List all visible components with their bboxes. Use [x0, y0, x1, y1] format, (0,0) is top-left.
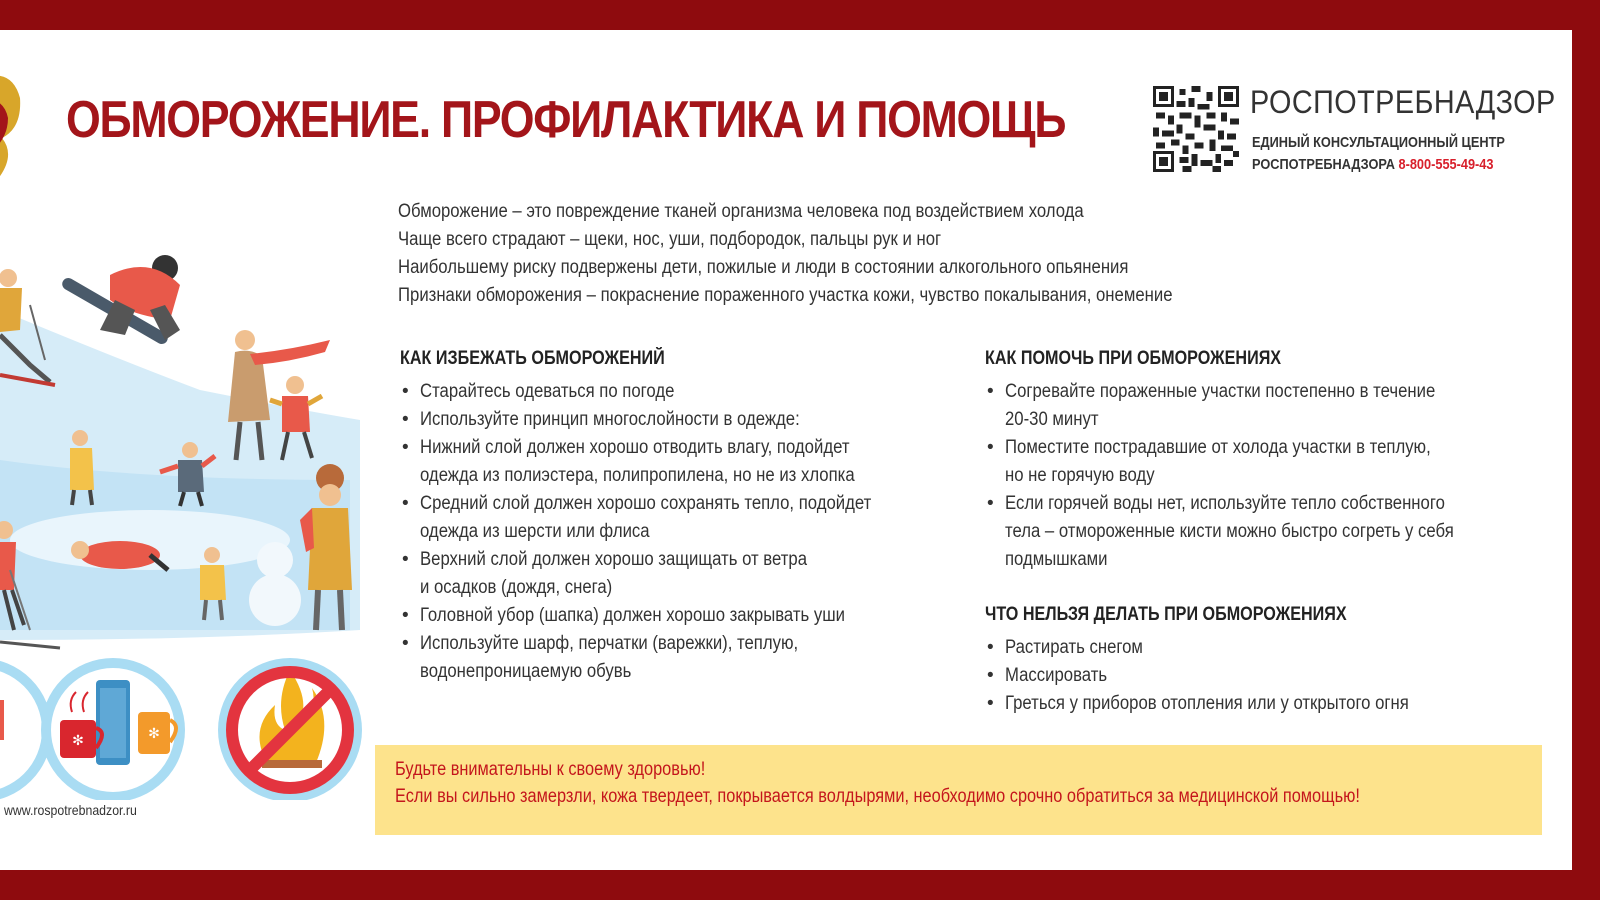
qr-code-icon	[1153, 86, 1239, 172]
notice-box	[375, 745, 1542, 835]
hotline-phone: 8-800-555-49-43	[1398, 156, 1494, 173]
list-item: • Растирать снегом	[987, 637, 1143, 658]
help-section	[985, 348, 1545, 718]
list-item: • Используйте принцип многослойности в одежде:	[402, 409, 800, 430]
list-item: • Нижний слой должен хорошо отводить влагу, подойдет одежда из полиэстера, полипропилена, но не из хлопка	[402, 437, 855, 486]
prevent-title: КАК ИЗБЕЖАТЬ ОБМОРОЖЕНИЙ	[400, 348, 665, 369]
hot-drinks-circle-icon	[41, 658, 185, 800]
svg-text:✻: ✻	[72, 733, 84, 749]
no-fire-circle-icon	[218, 658, 362, 800]
list-item: • Средний слой должен хорошо сохранять тепло, подойдет одежда из шерсти или флиса	[402, 493, 872, 542]
consult-center-line: ЕДИНЫЙ КОНСУЛЬТАЦИОННЫЙ ЦЕНТР	[1252, 134, 1505, 151]
dont-title: ЧТО НЕЛЬЗЯ ДЕЛАТЬ ПРИ ОБМОРОЖЕНИЯХ	[985, 604, 1347, 625]
intro-text	[398, 202, 1398, 314]
help-title: КАК ПОМОЧЬ ПРИ ОБМОРОЖЕНИЯХ	[985, 348, 1282, 369]
page-title: ОБМОРОЖЕНИЕ. ПРОФИЛАКТИКА И ПОМОЩЬ	[66, 91, 1066, 149]
website-link[interactable]: www.rospotrebnadzor.ru	[4, 802, 137, 818]
intro-line: Признаки обморожения – покраснение пораженного участка кожи, чувство покалывания, онемение	[398, 285, 1173, 306]
intro-line: Чаще всего страдают – щеки, нос, уши, подбородок, пальцы рук и ног	[398, 229, 942, 250]
list-item: • Массировать	[987, 665, 1108, 686]
list-item: • Верхний слой должен хорошо защищать от ветра и осадков (дождя, снега)	[402, 549, 807, 598]
list-item: • Греться у приборов отопления или у открытого огня	[987, 693, 1409, 714]
intro-line: Наибольшему риску подвержены дети, пожилые и люди в состоянии алкогольного опьянения	[398, 257, 1129, 278]
prevent-list	[400, 378, 960, 686]
list-item: • Используйте шарф, перчатки (варежки), теплую, водонепроницаемую обувь	[402, 633, 799, 682]
intro-line: Обморожение – это повреждение тканей организма человека под воздействием холода	[398, 201, 1084, 222]
consult-center-name: РОСПОТРЕБНАДЗОРА	[1252, 156, 1395, 173]
dont-list	[985, 634, 1545, 718]
list-item: • Если горячей воды нет, используйте тепло собственного тела – отмороженные кисти можно быстро согреть у себя подмышками	[987, 493, 1454, 570]
snowboarder-figure-icon	[60, 255, 180, 346]
list-item: • Головной убор (шапка) должен хорошо закрывать уши	[402, 605, 845, 626]
notice-line: Если вы сильно замерзли, кожа твердеет, покрывается волдырями, необходимо срочно обратиться за медицинской помощью!	[395, 786, 1360, 807]
winter-people-illustration	[0, 160, 380, 800]
consult-center-phone-line	[1252, 156, 1493, 173]
prevent-section	[400, 348, 960, 686]
help-list	[985, 378, 1545, 574]
list-item: • Поместите пострадавшие от холода участки в теплую, но не горячую воду	[987, 437, 1431, 486]
list-item: • Согревайте пораженные участки постепенно в течение 20-30 минут	[987, 381, 1436, 430]
notice-line: Будьте внимательны к своему здоровью!	[395, 759, 706, 780]
svg-text:✻: ✻	[148, 726, 160, 742]
org-name: РОСПОТРЕБНАДЗОР	[1250, 84, 1556, 120]
list-item: • Старайтесь одеваться по погоде	[402, 381, 675, 402]
poster	[0, 30, 1572, 870]
